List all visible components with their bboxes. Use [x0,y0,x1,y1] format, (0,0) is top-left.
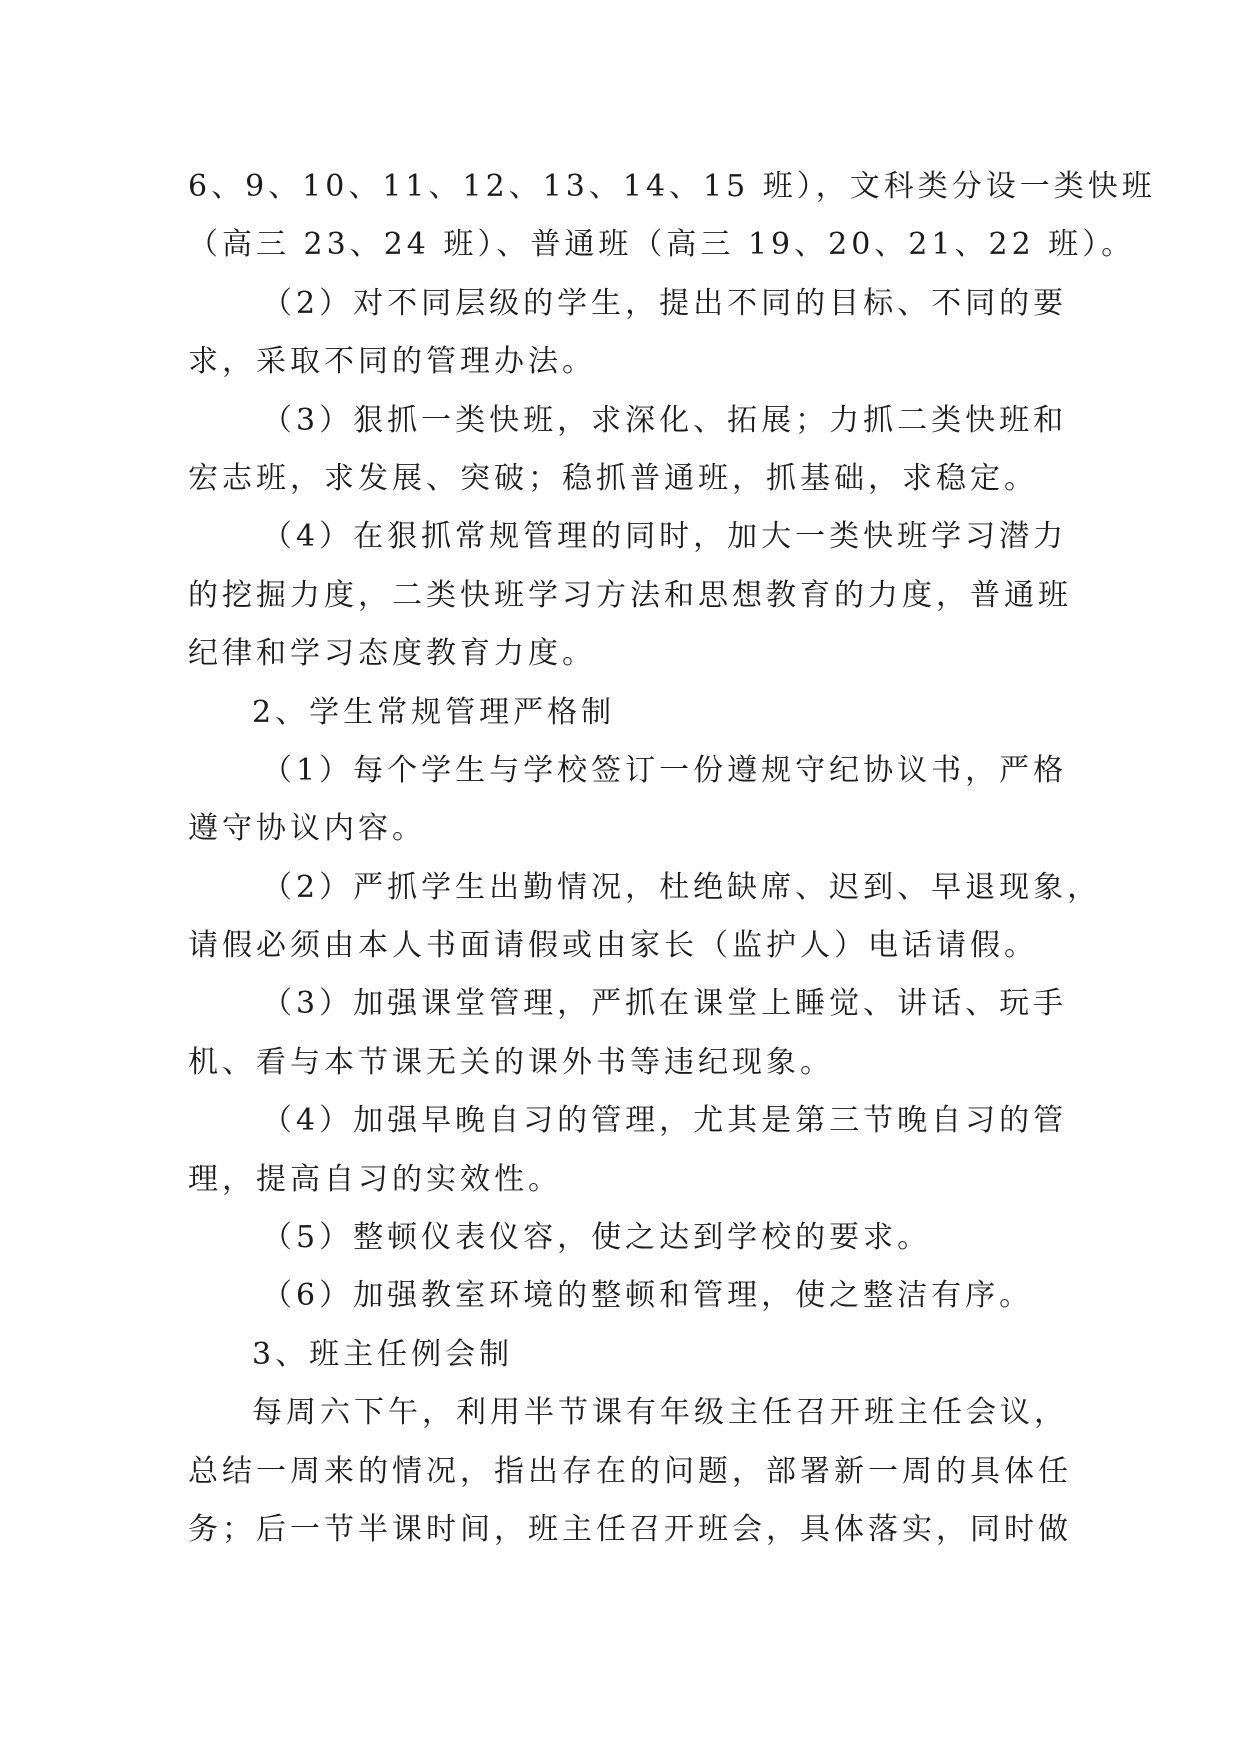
text-line-17: （4）加强早晚自习的管理，尤其是第三节晚自习的管 [262,1103,1068,1139]
text-line-16: 机、看与本节课无关的课外书等违纪现象。 [188,1044,834,1080]
text-line-13: （2）严抓学生出勤情况，杜绝缺席、迟到、早退现象， [262,869,1102,905]
text-line-11: （1）每个学生与学校签订一份遵规守纪协议书，严格 [262,752,1068,788]
text-line-3: （2）对不同层级的学生，提出不同的目标、不同的要 [262,285,1068,321]
text-line-24: 务；后一节半课时间，班主任召开班会，具体落实，同时做 [188,1511,1072,1547]
text-line-12: 遵守协议内容。 [188,811,426,847]
text-line-5: （3）狠抓一类快班，求深化、拓展；力抓二类快班和 [262,402,1068,438]
text-line-23: 总结一周来的情况，指出存在的问题，部署新一周的具体任 [188,1453,1072,1489]
text-line-19: （5）整顿仪表仪容，使之达到学校的要求。 [262,1220,932,1256]
text-line-22: 每周六下午，利用半节课有年级主任召开班主任会议， [252,1395,1068,1431]
text-line-7: （4）在狠抓常规管理的同时，加大一类快班学习潜力 [262,519,1068,555]
section-heading-2: 2、学生常规管理严格制 [252,694,616,730]
text-line-8: 的挖掘力度，二类快班学习方法和思想教育的力度，普通班 [188,577,1072,613]
document-body [188,158,1156,1559]
text-line-1: 6、9、10、11、12、13、14、15 班），文科类分设一类快班 [188,169,1156,204]
text-line-4: 求，采取不同的管理办法。 [188,344,596,380]
text-line-6: 宏志班，求发展、突破；稳抓普通班，抓基础，求稳定。 [188,460,1038,496]
text-line-15: （3）加强课堂管理，严抓在课堂上睡觉、讲话、玩手 [262,986,1068,1022]
text-line-2: （高三 23、24 班）、普通班（高三 19、20、21、22 班）。 [188,227,1136,263]
text-line-20: （6）加强教室环境的整顿和管理，使之整洁有序。 [262,1278,1034,1314]
text-line-18: 理，提高自习的实效性。 [188,1161,562,1197]
text-line-14: 请假必须由本人书面请假或由家长（监护人）电话请假。 [188,928,1038,964]
text-line-9: 纪律和学习态度教育力度。 [188,636,596,672]
section-heading-3: 3、班主任例会制 [252,1336,514,1372]
